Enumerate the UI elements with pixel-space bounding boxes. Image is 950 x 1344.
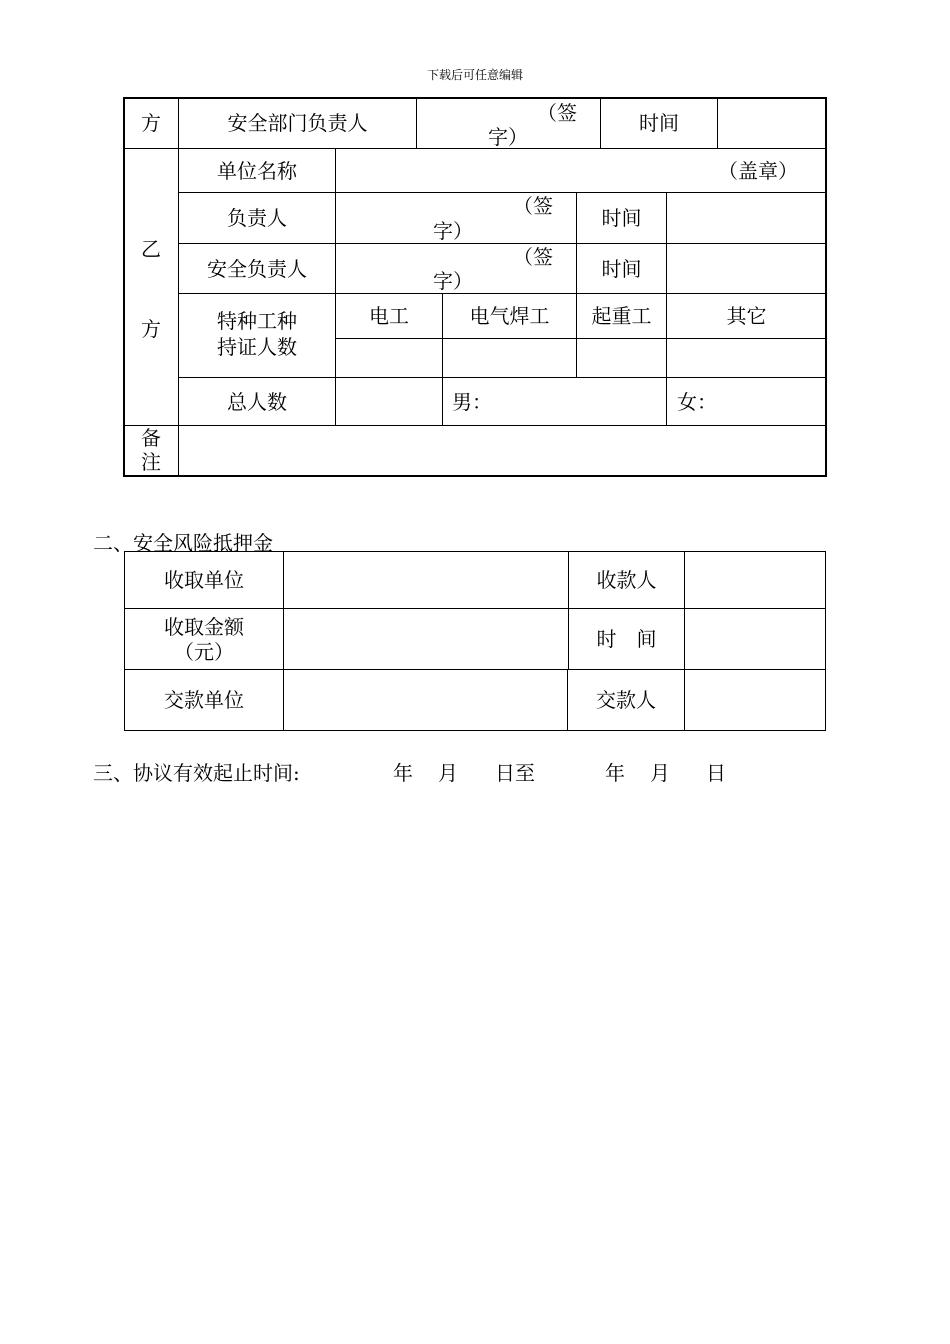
collect-unit-label: 收取单位 (164, 568, 244, 592)
safety-person-label: 安全负责人 (207, 256, 307, 281)
seal-label: （盖章） (718, 158, 798, 183)
col-divider (283, 551, 284, 731)
page-header: 下载后可任意编辑 (426, 68, 523, 82)
end-month: 月 (650, 761, 670, 785)
party-a-label: 方 (141, 111, 161, 135)
sign-close: 字） (433, 269, 473, 293)
electrician-header: 电工 (369, 304, 409, 328)
sign-open: （签 (513, 245, 553, 269)
party-b-label-2: 方 (141, 317, 161, 341)
crane-header: 起重工 (591, 304, 652, 328)
payer-label: 交款人 (596, 688, 656, 712)
time-label: 时间 (601, 206, 642, 230)
male-label: 男： (452, 389, 492, 414)
female-label: 女： (677, 389, 717, 414)
col-divider (416, 98, 417, 148)
section3-label: 三、协议有效起止时间: (93, 761, 300, 785)
special-workers-label-1: 特种工种 (217, 309, 297, 333)
section2-title: 二、安全风险抵押金 (93, 531, 273, 555)
other-header: 其它 (726, 304, 767, 328)
pay-unit-label: 交款单位 (164, 688, 244, 712)
row-divider (124, 608, 826, 609)
time-label: 时间 (601, 256, 642, 281)
sign-open: （签 (537, 101, 577, 125)
sign-open: （签 (513, 194, 553, 218)
start-month: 月 (438, 761, 458, 785)
payee-label: 收款人 (596, 568, 657, 592)
time-label: 时间 (639, 111, 679, 135)
total-label: 总人数 (227, 389, 287, 414)
remarks-label-1: 备 (141, 426, 161, 450)
sign-close: 字） (433, 219, 473, 243)
col-divider (684, 551, 685, 731)
start-year: 年 (393, 761, 413, 785)
row-divider (124, 425, 826, 426)
person-in-charge-label: 负责人 (227, 206, 287, 230)
start-day: 日至 (495, 761, 535, 785)
welder-header: 电气焊工 (469, 304, 550, 328)
row-divider (336, 338, 826, 339)
end-year: 年 (605, 761, 625, 785)
time-value[interactable] (667, 193, 826, 243)
safety-dept-head-label: 安全部门负责人 (227, 111, 368, 135)
party-b-label-1: 乙 (141, 237, 161, 261)
time-label: 时 间 (596, 627, 657, 651)
special-workers-label-2: 持证人数 (217, 335, 297, 359)
unit-name-label: 单位名称 (217, 158, 297, 183)
sign-close: 字） (488, 125, 528, 149)
end-day: 日 (706, 761, 726, 785)
time-value[interactable] (718, 98, 826, 148)
time-value[interactable] (667, 244, 826, 293)
amount-label-2: （元） (174, 640, 234, 664)
amount-label-1: 收取金额 (164, 615, 244, 639)
remarks-label-2: 注 (141, 450, 161, 474)
